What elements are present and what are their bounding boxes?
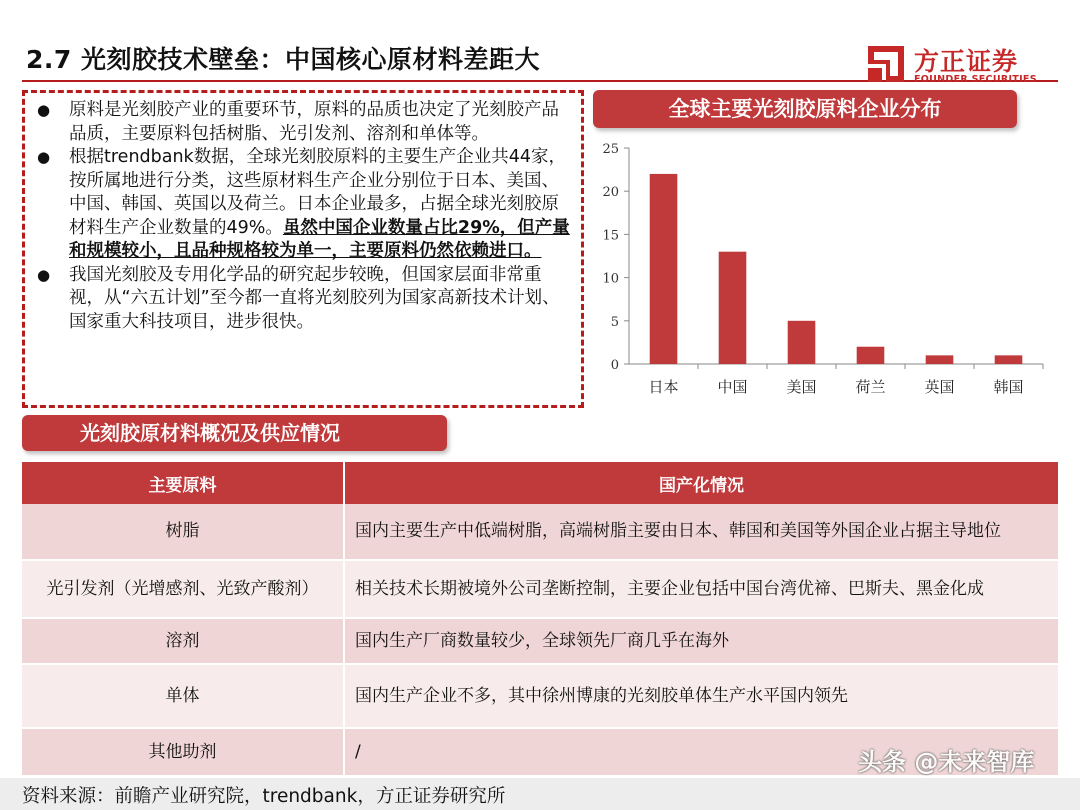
- table-row: [22, 560, 1058, 618]
- bullet-emphasis-text: 虽然中国企业数量占比29%，但产量和规模较小，且品种规格较为单一，主要原料仍然依赖进口。: [69, 217, 570, 261]
- watermark: 头条 @未来智库: [858, 748, 1035, 776]
- y-tick-label: 0: [610, 358, 619, 373]
- bullet-text: 原料是光刻胶产业的重要环节，原料的品质也决定了光刻胶产品品质，主要原料包括树脂、光引发剂、溶剂和单体等。: [69, 100, 559, 144]
- table-row: [22, 504, 1058, 560]
- source-note: 资料来源：前瞻产业研究院，trendbank，方正证券研究所: [22, 786, 506, 807]
- bullet-dot-icon: ●: [37, 101, 51, 119]
- materials-table: [22, 462, 1058, 777]
- x-tick-label: 荷兰: [855, 378, 886, 396]
- bullet-item: [33, 99, 571, 146]
- company-logo: [864, 40, 1044, 88]
- bullet-item: [33, 146, 571, 264]
- bullet-item: [33, 264, 571, 335]
- bullet-text: 我国光刻胶及专用化学品的研究起步较晚，但国家层面非常重视，从“六五计划”至今都一直将光刻胶列为国家高新技术计划、国家重大科技项目，进步很快。: [69, 264, 560, 332]
- chart-svg: [593, 134, 1053, 404]
- y-tick-label: 20: [602, 185, 619, 201]
- logo-chinese-name: 方正证券: [914, 47, 1019, 76]
- table-header-material: 主要原料: [22, 462, 344, 504]
- bullet-text: 根据trendbank数据，全球光刻胶原料的主要生产企业共44家，按所属地进行分类，这些原材料生产企业分别位于日本、美国、中国、韩国、英国以及荷兰。日本企业最多，占据全球光刻胶原材料生产企业数量的49%。: [69, 147, 566, 238]
- y-tick-label: 25: [602, 142, 619, 157]
- bar-chart: [593, 134, 1053, 404]
- bullet-dot-icon: ●: [37, 265, 51, 284]
- material-cell: 光引发剂（光增感剂、光致产酸剂）: [22, 560, 344, 618]
- page-title: 2.7 光刻胶技术壁垒：中国核心原材料差距大: [26, 45, 540, 74]
- material-cell: 树脂: [22, 504, 344, 560]
- localization-cell: 国内主要生产中低端树脂，高端树脂主要由日本、韩国和美国等外国企业占据主导地位: [344, 504, 1058, 560]
- logo-english-name: FOUNDER SECURITIES: [914, 74, 1037, 85]
- summary-bullet-box: [22, 90, 584, 408]
- chart-title-banner: 全球主要光刻胶原料企业分布: [593, 90, 1017, 128]
- founder-logo-icon: [864, 42, 908, 86]
- table-title-banner: 光刻胶原材料概况及供应情况: [22, 415, 447, 451]
- localization-cell: 相关技术长期被境外公司垄断控制，主要企业包括中国台湾优禘、巴斯夫、黑金化成: [344, 560, 1058, 618]
- bar: [995, 355, 1023, 364]
- y-tick-label: 10: [602, 271, 619, 287]
- bullet-dot-icon: ●: [37, 148, 51, 166]
- x-tick-label: 中国: [717, 378, 748, 396]
- bar: [857, 347, 885, 364]
- y-tick-label: 15: [602, 228, 619, 244]
- bar: [926, 355, 954, 364]
- localization-cell: /: [344, 728, 1058, 776]
- localization-cell: 国内生产厂商数量较少，全球领先厂商几乎在海外: [344, 618, 1058, 664]
- y-tick-label: 5: [610, 314, 619, 330]
- table-header-row: [22, 462, 1058, 504]
- material-cell: 单体: [22, 664, 344, 728]
- x-tick-label: 韩国: [993, 378, 1024, 396]
- material-cell: 溶剂: [22, 618, 344, 664]
- localization-cell: 国内生产企业不多，其中徐州博康的光刻胶单体生产水平国内领先: [344, 664, 1058, 728]
- x-tick-label: 英国: [924, 378, 955, 396]
- material-cell: 其他助剂: [22, 728, 344, 776]
- x-tick-label: 美国: [786, 378, 817, 396]
- bar: [788, 321, 816, 364]
- table-row: [22, 618, 1058, 664]
- x-tick-label: 日本: [648, 378, 679, 396]
- bar: [650, 174, 678, 364]
- bar: [719, 252, 747, 364]
- table-row: [22, 664, 1058, 728]
- table-header-localization: 国产化情况: [344, 462, 1058, 504]
